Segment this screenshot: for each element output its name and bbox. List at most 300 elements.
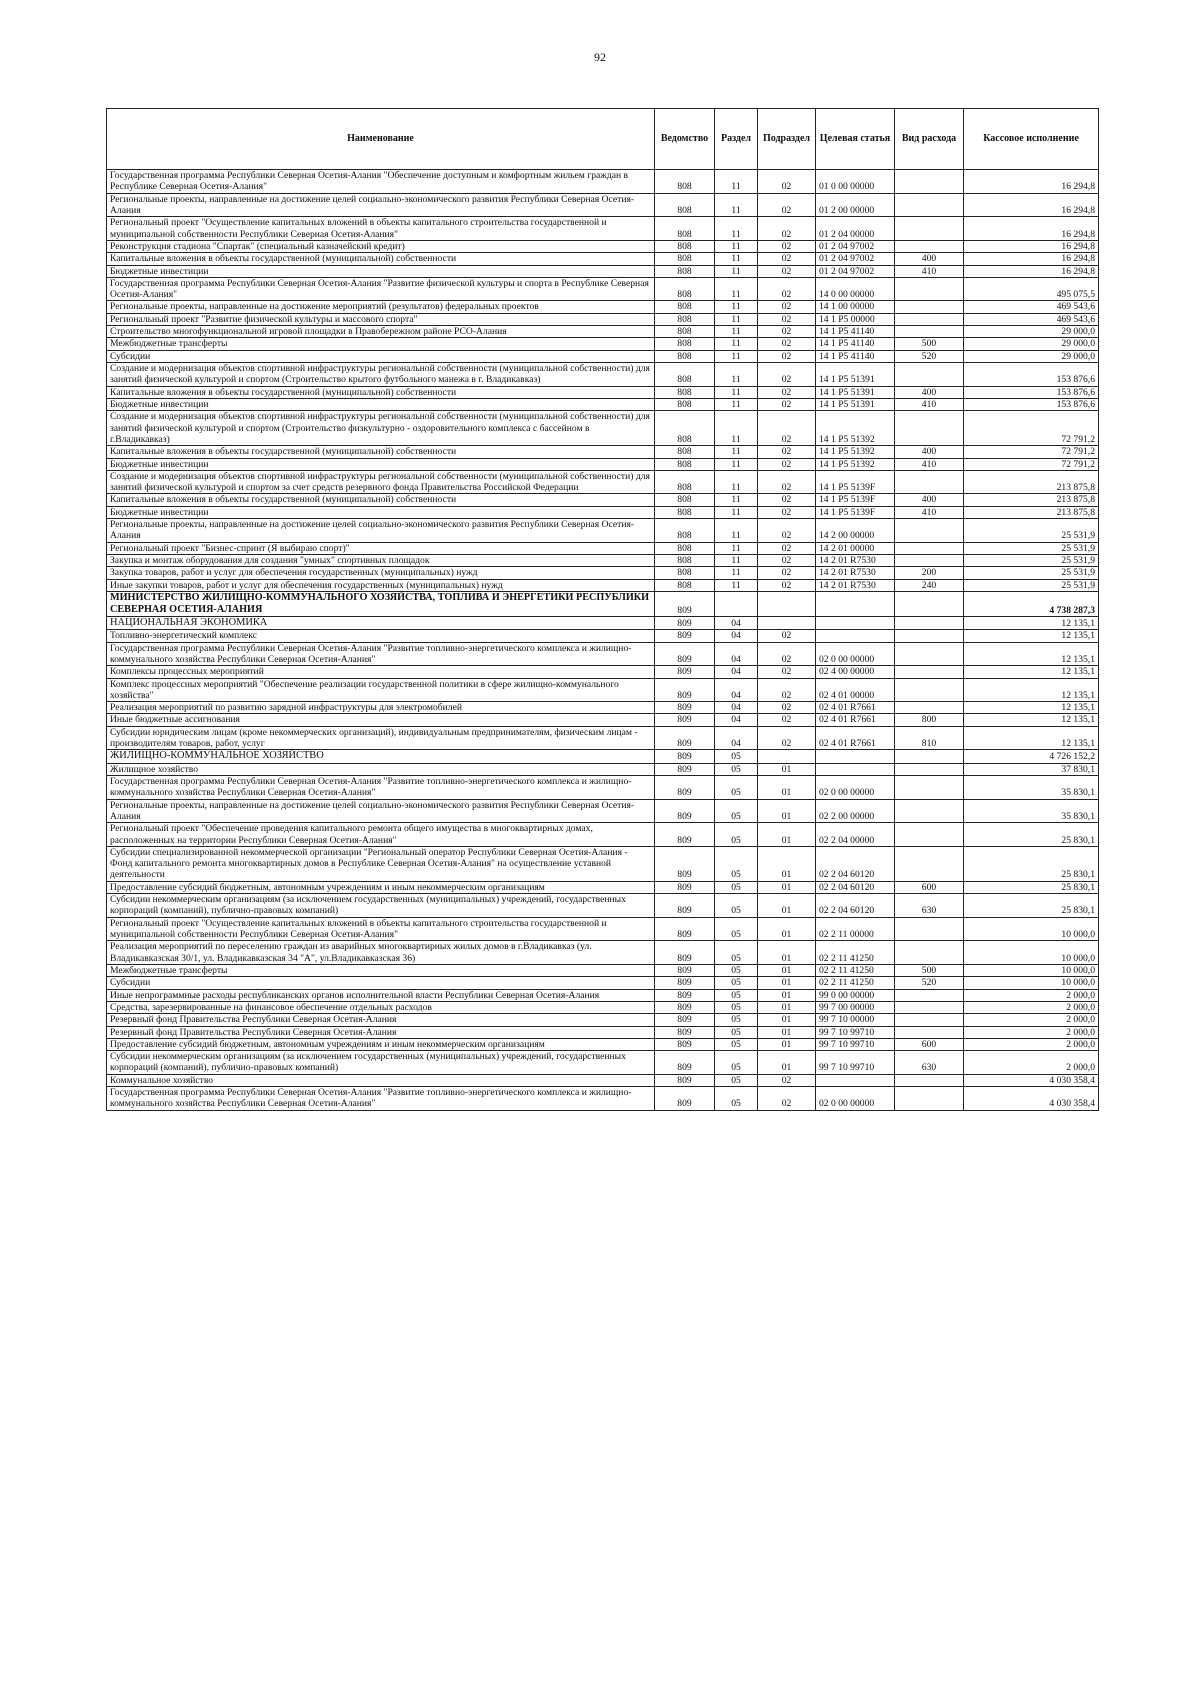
row-name: Коммунальное хозяйство <box>107 1074 655 1086</box>
row-cel: 14 1 P5 51391 <box>816 386 895 398</box>
row-razd: 11 <box>715 338 758 350</box>
row-podr: 01 <box>758 989 816 1001</box>
row-razd: 04 <box>715 617 758 630</box>
row-cel: 14 0 00 00000 <box>816 277 895 301</box>
row-razd: 11 <box>715 567 758 579</box>
row-podr: 02 <box>758 470 816 494</box>
row-razd: 11 <box>715 519 758 543</box>
row-vid <box>895 917 964 941</box>
row-vid <box>895 519 964 543</box>
row-vid <box>895 363 964 387</box>
row-cel: 02 4 00 00000 <box>816 666 895 678</box>
row-sum: 35 830,1 <box>964 799 1099 823</box>
row-podr: 02 <box>758 542 816 554</box>
row-vid: 410 <box>895 458 964 470</box>
table-row <box>107 617 1099 630</box>
row-podr: 02 <box>758 350 816 362</box>
table-body <box>107 170 1099 1111</box>
row-vid <box>895 277 964 301</box>
row-sum: 35 830,1 <box>964 775 1099 799</box>
row-vid <box>895 846 964 881</box>
row-name: Региональные проекты, направленные на достижение мероприятий (результатов) федеральных проектов <box>107 301 655 313</box>
table-row <box>107 363 1099 387</box>
table-row <box>107 542 1099 554</box>
row-cel: 02 2 04 60120 <box>816 881 895 893</box>
row-name: Резервный фонд Правительства Республики Северная Осетия-Алания <box>107 1014 655 1026</box>
row-vid <box>895 1074 964 1086</box>
row-vid: 200 <box>895 567 964 579</box>
row-ved: 808 <box>655 301 715 313</box>
row-ved: 809 <box>655 702 715 714</box>
row-vid <box>895 555 964 567</box>
row-ved: 809 <box>655 917 715 941</box>
table-row <box>107 458 1099 470</box>
row-vid: 500 <box>895 338 964 350</box>
row-podr: 02 <box>758 579 816 591</box>
row-podr: 01 <box>758 964 816 976</box>
row-ved: 808 <box>655 253 715 265</box>
row-cel: 14 1 P5 5139F <box>816 506 895 518</box>
row-cel <box>816 591 895 616</box>
row-podr <box>758 750 816 763</box>
row-cel: 99 7 10 99710 <box>816 1051 895 1075</box>
row-podr: 02 <box>758 265 816 277</box>
row-ved: 809 <box>655 678 715 702</box>
table-row <box>107 714 1099 726</box>
table-row <box>107 170 1099 194</box>
row-cel: 99 7 00 00000 <box>816 1001 895 1013</box>
row-ved: 809 <box>655 1051 715 1075</box>
row-cel: 14 1 P5 5139F <box>816 494 895 506</box>
row-vid <box>895 763 964 775</box>
row-vid: 600 <box>895 1038 964 1050</box>
row-vid <box>895 617 964 630</box>
row-vid: 800 <box>895 714 964 726</box>
row-razd: 04 <box>715 666 758 678</box>
row-razd: 11 <box>715 398 758 410</box>
table-row <box>107 567 1099 579</box>
row-razd: 11 <box>715 277 758 301</box>
row-razd: 04 <box>715 702 758 714</box>
table-row <box>107 313 1099 325</box>
row-razd: 11 <box>715 579 758 591</box>
row-name: Жилищное хозяйство <box>107 763 655 775</box>
row-cel: 02 0 00 00000 <box>816 775 895 799</box>
row-name: Субсидии некоммерческим организациям (за исключением государственных (муниципальных) учреждений, государственных корпораций (компаний), публично-правовых компаний) <box>107 894 655 918</box>
row-ved: 808 <box>655 193 715 217</box>
table-row <box>107 217 1099 241</box>
row-cel <box>816 617 895 630</box>
row-name: Реконструкция стадиона "Спартак" (специальный казначейский кредит) <box>107 240 655 252</box>
row-cel: 02 2 11 00000 <box>816 917 895 941</box>
row-cel: 01 2 04 00000 <box>816 217 895 241</box>
row-sum: 25 531,9 <box>964 579 1099 591</box>
row-vid <box>895 630 964 642</box>
header-name: Наименование <box>107 109 655 170</box>
table-row <box>107 894 1099 918</box>
row-vid <box>895 989 964 1001</box>
row-podr: 01 <box>758 1001 816 1013</box>
page-number: 92 <box>594 50 606 64</box>
row-name: Создание и модернизация объектов спортивной инфраструктуры региональной собственности (муниципальной собственности) для занятий физической культурой и спортом (Строительство физкультурно - оздоровительного комплекса с бассейном в г.Владикавказ) <box>107 411 655 446</box>
row-cel <box>816 750 895 763</box>
row-sum: 10 000,0 <box>964 917 1099 941</box>
row-razd: 11 <box>715 240 758 252</box>
row-vid <box>895 1026 964 1038</box>
row-sum: 16 294,8 <box>964 253 1099 265</box>
row-ved: 808 <box>655 363 715 387</box>
row-cel: 14 2 01 R7530 <box>816 579 895 591</box>
row-sum: 153 876,6 <box>964 386 1099 398</box>
row-name: Топливно-энергетический комплекс <box>107 630 655 642</box>
row-cel: 14 1 P5 51392 <box>816 446 895 458</box>
row-name: Бюджетные инвестиции <box>107 506 655 518</box>
row-cel: 02 2 04 60120 <box>816 846 895 881</box>
table-row <box>107 964 1099 976</box>
row-name: Комплекс процессных мероприятий "Обеспечение реализации государственной политики в сфере жилищно-коммунального хозяйства" <box>107 678 655 702</box>
row-vid: 520 <box>895 350 964 362</box>
table-row <box>107 989 1099 1001</box>
row-podr: 02 <box>758 253 816 265</box>
row-razd: 11 <box>715 217 758 241</box>
row-name: Капитальные вложения в объекты государственной (муниципальной) собственности <box>107 494 655 506</box>
row-name: Иные закупки товаров, работ и услуг для обеспечения государственных (муниципальных) нужд <box>107 579 655 591</box>
row-podr: 01 <box>758 846 816 881</box>
table-row <box>107 799 1099 823</box>
row-ved: 808 <box>655 277 715 301</box>
row-ved: 809 <box>655 1014 715 1026</box>
row-razd: 11 <box>715 313 758 325</box>
row-ved: 809 <box>655 726 715 750</box>
row-podr: 02 <box>758 630 816 642</box>
row-name: Государственная программа Республики Северная Осетия-Алания "Развитие топливно-энергетического комплекса и жилищно-коммунального хозяйства Республики Северная Осетия-Алания" <box>107 642 655 666</box>
row-cel: 02 2 11 41250 <box>816 964 895 976</box>
row-razd: 05 <box>715 989 758 1001</box>
row-sum: 72 791,2 <box>964 411 1099 446</box>
header-razd: Раздел <box>715 109 758 170</box>
row-ved: 809 <box>655 617 715 630</box>
row-razd: 05 <box>715 763 758 775</box>
row-cel: 99 7 10 99710 <box>816 1038 895 1050</box>
row-cel: 02 0 00 00000 <box>816 642 895 666</box>
row-vid <box>895 591 964 616</box>
row-cel: 99 0 00 00000 <box>816 989 895 1001</box>
row-ved: 809 <box>655 775 715 799</box>
row-cel: 14 1 00 00000 <box>816 301 895 313</box>
row-razd: 05 <box>715 881 758 893</box>
row-razd: 11 <box>715 253 758 265</box>
row-razd: 04 <box>715 630 758 642</box>
row-name: Капитальные вложения в объекты государственной (муниципальной) собственности <box>107 446 655 458</box>
row-razd: 11 <box>715 193 758 217</box>
row-ved: 808 <box>655 411 715 446</box>
row-cel: 14 2 01 00000 <box>816 542 895 554</box>
row-razd: 11 <box>715 386 758 398</box>
row-vid: 500 <box>895 964 964 976</box>
row-razd: 05 <box>715 1087 758 1111</box>
row-ved: 809 <box>655 1001 715 1013</box>
row-vid <box>895 1001 964 1013</box>
row-razd: 11 <box>715 301 758 313</box>
table-row <box>107 881 1099 893</box>
row-vid <box>895 1014 964 1026</box>
row-ved: 809 <box>655 1038 715 1050</box>
row-ved: 808 <box>655 386 715 398</box>
row-cel: 14 1 P5 51392 <box>816 458 895 470</box>
row-sum: 29 000,0 <box>964 338 1099 350</box>
table-row <box>107 494 1099 506</box>
row-cel: 02 4 01 R7661 <box>816 714 895 726</box>
row-podr: 02 <box>758 567 816 579</box>
row-podr: 02 <box>758 666 816 678</box>
row-cel: 02 2 04 00000 <box>816 823 895 847</box>
row-podr: 02 <box>758 702 816 714</box>
table-row <box>107 763 1099 775</box>
row-razd: 05 <box>715 1014 758 1026</box>
row-cel <box>816 763 895 775</box>
row-sum: 4 726 152,2 <box>964 750 1099 763</box>
row-name: Региональный проект "Развитие физической культуры и массового спорта" <box>107 313 655 325</box>
row-vid <box>895 642 964 666</box>
row-name: Бюджетные инвестиции <box>107 398 655 410</box>
row-name: Закупка товаров, работ и услуг для обеспечения государственных (муниципальных) нужд <box>107 567 655 579</box>
row-sum: 29 000,0 <box>964 326 1099 338</box>
row-ved: 808 <box>655 506 715 518</box>
row-cel <box>816 630 895 642</box>
row-name: Субсидии специализированной некоммерческой организации "Региональный оператор Республики Северная Осетия-Алания - Фонд капитального ремонта многоквартирных домов в Республике Северная Осетия-Алания" на осуществление уставной деятельности <box>107 846 655 881</box>
row-cel: 02 2 11 41250 <box>816 977 895 989</box>
row-razd: 05 <box>715 964 758 976</box>
header-cel: Целевая статья <box>816 109 895 170</box>
row-ved: 809 <box>655 977 715 989</box>
row-name: МИНИСТЕРСТВО ЖИЛИЩНО-КОММУНАЛЬНОГО ХОЗЯЙСТВА, ТОПЛИВА И ЭНЕРГЕТИКИ РЕСПУБЛИКИ СЕВЕРНАЯ ОСЕТИЯ-АЛАНИЯ <box>107 591 655 616</box>
row-cel: 99 7 10 99710 <box>816 1026 895 1038</box>
row-name: Региональный проект "Обеспечение проведения капитального ремонта общего имущества в многоквартирных домах, расположенных на территории Республики Северная Осетия-Алания" <box>107 823 655 847</box>
row-ved: 808 <box>655 458 715 470</box>
row-sum: 2 000,0 <box>964 1001 1099 1013</box>
row-name: НАЦИОНАЛЬНАЯ ЭКОНОМИКА <box>107 617 655 630</box>
row-ved: 809 <box>655 642 715 666</box>
row-sum: 25 830,1 <box>964 823 1099 847</box>
row-podr: 01 <box>758 977 816 989</box>
row-name: Реализация мероприятий по развитию зарядной инфраструктуры для электромобилей <box>107 702 655 714</box>
row-cel: 02 2 11 41250 <box>816 941 895 965</box>
row-razd: 05 <box>715 941 758 965</box>
row-podr: 01 <box>758 775 816 799</box>
table-row <box>107 411 1099 446</box>
row-podr: 01 <box>758 1026 816 1038</box>
header-podr: Подраздел <box>758 109 816 170</box>
row-sum: 25 830,1 <box>964 881 1099 893</box>
row-podr: 02 <box>758 363 816 387</box>
row-sum: 2 000,0 <box>964 1014 1099 1026</box>
row-razd: 05 <box>715 1001 758 1013</box>
row-podr: 02 <box>758 714 816 726</box>
row-name: Предоставление субсидий бюджетным, автономным учреждениям и иным некоммерческим организациям <box>107 881 655 893</box>
row-vid: 600 <box>895 881 964 893</box>
row-sum: 469 543,6 <box>964 313 1099 325</box>
row-sum: 12 135,1 <box>964 702 1099 714</box>
row-sum: 25 531,9 <box>964 567 1099 579</box>
row-razd: 11 <box>715 265 758 277</box>
table-row <box>107 470 1099 494</box>
row-cel: 14 2 00 00000 <box>816 519 895 543</box>
row-sum: 72 791,2 <box>964 458 1099 470</box>
row-razd: 11 <box>715 326 758 338</box>
row-cel: 01 2 04 97002 <box>816 265 895 277</box>
row-cel: 02 2 04 60120 <box>816 894 895 918</box>
row-ved: 808 <box>655 470 715 494</box>
row-razd: 05 <box>715 1074 758 1086</box>
row-sum: 12 135,1 <box>964 617 1099 630</box>
row-razd: 11 <box>715 350 758 362</box>
row-ved: 808 <box>655 398 715 410</box>
row-name: Региональный проект "Осуществление капитальных вложений в объекты капитального строительства государственной и муниципальной собственности Республики Северная Осетия-Алания" <box>107 217 655 241</box>
row-vid <box>895 217 964 241</box>
row-ved: 809 <box>655 823 715 847</box>
table-row <box>107 193 1099 217</box>
row-razd: 11 <box>715 506 758 518</box>
header-vid: Вид расхода <box>895 109 964 170</box>
table-row <box>107 579 1099 591</box>
row-name: Средства, зарезервированные на финансовое обеспечение отдельных расходов <box>107 1001 655 1013</box>
row-vid: 810 <box>895 726 964 750</box>
row-cel: 01 0 00 00000 <box>816 170 895 194</box>
row-sum: 4 030 358,4 <box>964 1074 1099 1086</box>
row-razd: 11 <box>715 458 758 470</box>
row-vid <box>895 666 964 678</box>
row-razd: 05 <box>715 894 758 918</box>
row-cel: 01 2 00 00000 <box>816 193 895 217</box>
row-vid: 400 <box>895 446 964 458</box>
row-sum: 37 830,1 <box>964 763 1099 775</box>
header-ved: Ведомство <box>655 109 715 170</box>
row-name: Субсидии <box>107 350 655 362</box>
table-row <box>107 446 1099 458</box>
row-name: Субсидии некоммерческим организациям (за исключением государственных (муниципальных) учреждений, государственных корпораций (компаний), публично-правовых компаний) <box>107 1051 655 1075</box>
table-row <box>107 398 1099 410</box>
row-sum: 4 738 287,3 <box>964 591 1099 616</box>
row-cel: 14 1 P5 41140 <box>816 326 895 338</box>
table-row <box>107 386 1099 398</box>
row-name: Предоставление субсидий бюджетным, автономным учреждениям и иным некоммерческим организациям <box>107 1038 655 1050</box>
row-vid <box>895 326 964 338</box>
table-row <box>107 1026 1099 1038</box>
row-razd: 05 <box>715 977 758 989</box>
table-row <box>107 301 1099 313</box>
row-cel: 01 2 04 97002 <box>816 240 895 252</box>
row-vid <box>895 313 964 325</box>
row-name: Создание и модернизация объектов спортивной инфраструктуры региональной собственности (муниципальной собственности) для занятий физической культурой и спортом (Строительство крытого футбольного манежа в г. Владикавказ) <box>107 363 655 387</box>
row-ved: 808 <box>655 313 715 325</box>
row-ved: 809 <box>655 846 715 881</box>
row-name: Иные бюджетные ассигнования <box>107 714 655 726</box>
row-vid <box>895 823 964 847</box>
row-vid <box>895 301 964 313</box>
table-row <box>107 265 1099 277</box>
row-razd: 04 <box>715 642 758 666</box>
row-ved: 808 <box>655 217 715 241</box>
row-ved: 809 <box>655 799 715 823</box>
row-name: Региональный проект "Осуществление капитальных вложений в объекты капитального строительства государственной и муниципальной собственности Республики Северная Осетия-Алания" <box>107 917 655 941</box>
row-sum: 2 000,0 <box>964 1026 1099 1038</box>
row-name: Закупка и монтаж оборудования для создания "умных" спортивных площадок <box>107 555 655 567</box>
row-podr: 01 <box>758 894 816 918</box>
row-podr: 02 <box>758 313 816 325</box>
row-ved: 808 <box>655 567 715 579</box>
row-name: Капитальные вложения в объекты государственной (муниципальной) собственности <box>107 386 655 398</box>
row-podr: 02 <box>758 277 816 301</box>
row-vid <box>895 799 964 823</box>
row-ved: 808 <box>655 579 715 591</box>
row-podr: 02 <box>758 506 816 518</box>
row-vid: 630 <box>895 1051 964 1075</box>
row-podr: 02 <box>758 726 816 750</box>
row-ved: 809 <box>655 964 715 976</box>
row-podr: 02 <box>758 458 816 470</box>
row-sum: 153 876,6 <box>964 363 1099 387</box>
row-vid <box>895 941 964 965</box>
row-podr: 02 <box>758 446 816 458</box>
row-razd: 11 <box>715 494 758 506</box>
row-name: Государственная программа Республики Северная Осетия-Алания "Обеспечение доступным и комфортным жильем граждан в Республике Северная Осетия-Алания" <box>107 170 655 194</box>
row-name: Субсидии юридическим лицам (кроме некоммерческих организаций), индивидуальным предпринимателям, физическим лицам - производителям товаров, работ, услуг <box>107 726 655 750</box>
table-row <box>107 253 1099 265</box>
row-vid <box>895 1087 964 1111</box>
table-row <box>107 702 1099 714</box>
row-ved: 808 <box>655 350 715 362</box>
row-cel: 99 7 10 00000 <box>816 1014 895 1026</box>
row-cel: 14 1 P5 51391 <box>816 363 895 387</box>
header-row <box>107 109 1099 170</box>
table-row <box>107 775 1099 799</box>
row-podr: 01 <box>758 1051 816 1075</box>
row-ved: 808 <box>655 542 715 554</box>
header-sum: Кассовое исполнение <box>964 109 1099 170</box>
row-ved: 809 <box>655 666 715 678</box>
row-ved: 809 <box>655 763 715 775</box>
row-name: Межбюджетные трансферты <box>107 338 655 350</box>
row-sum: 12 135,1 <box>964 630 1099 642</box>
table-row <box>107 642 1099 666</box>
row-vid: 410 <box>895 265 964 277</box>
row-cel: 02 4 01 00000 <box>816 678 895 702</box>
row-podr: 02 <box>758 1074 816 1086</box>
row-ved: 809 <box>655 941 715 965</box>
row-name: Субсидии <box>107 977 655 989</box>
row-vid <box>895 240 964 252</box>
row-name: Реализация мероприятий по переселению граждан из аварийных многоквартирных жилых домов в г.Владикавказ (ул. Владикавказская 30/1, ул. Владикавказская 34 "А", ул.Владикавказская 36) <box>107 941 655 965</box>
row-ved: 808 <box>655 519 715 543</box>
row-razd: 11 <box>715 542 758 554</box>
row-razd <box>715 591 758 616</box>
row-name: Бюджетные инвестиции <box>107 458 655 470</box>
row-vid <box>895 193 964 217</box>
row-podr: 01 <box>758 1038 816 1050</box>
row-name: Иные непрограммные расходы республиканских органов исполнительной власти Республики Северная Осетия-Алания <box>107 989 655 1001</box>
table-row <box>107 519 1099 543</box>
row-podr: 02 <box>758 678 816 702</box>
table-row <box>107 1074 1099 1086</box>
row-cel: 14 1 P5 5139F <box>816 470 895 494</box>
row-podr: 02 <box>758 217 816 241</box>
row-podr: 02 <box>758 642 816 666</box>
row-razd: 11 <box>715 470 758 494</box>
row-ved: 808 <box>655 446 715 458</box>
row-sum: 153 876,6 <box>964 398 1099 410</box>
row-cel: 14 2 01 R7530 <box>816 567 895 579</box>
table-row <box>107 326 1099 338</box>
